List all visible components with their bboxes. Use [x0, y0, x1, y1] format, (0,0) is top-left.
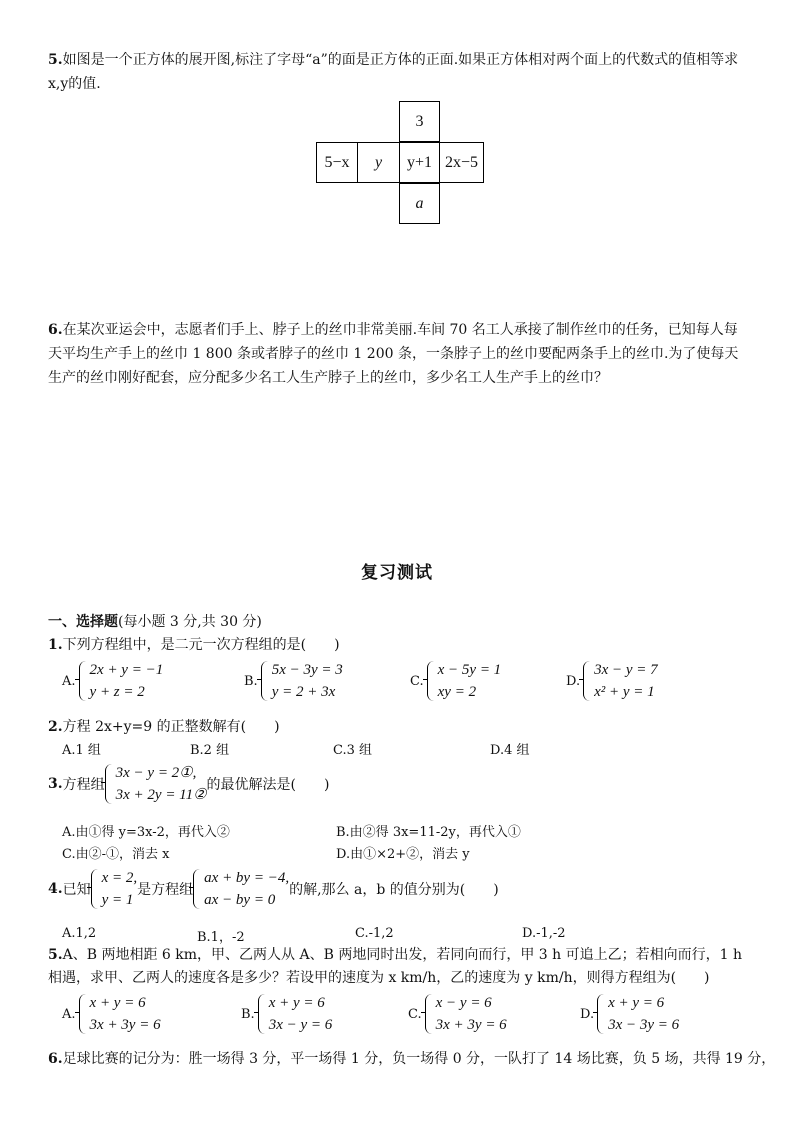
option-5d: D. x + y = 6 3x − 3y = 6	[580, 995, 680, 1033]
test-question-1	[48, 634, 340, 654]
option-4c: C.-1,2	[355, 926, 394, 941]
question-number: 4.	[48, 881, 63, 897]
option-1c: C. x − 5y = 1 xy = 2	[410, 662, 502, 700]
cube-face-left2: 5−x	[316, 142, 358, 183]
test-question-6	[48, 1048, 775, 1068]
question-number: 1.	[48, 637, 63, 653]
option-4d: D.-1,-2	[522, 926, 566, 941]
option-1a: A. 2x + y = −1 y + z = 2	[62, 662, 164, 700]
option-2b: B.2 组	[190, 743, 230, 758]
option-5c: C. x − y = 6 3x + 3y = 6	[408, 995, 507, 1033]
test-question-3: 3. 方程组 3x − y = 2①, 3x + 2y = 11② 的最优解法是( )	[48, 765, 330, 803]
option-3c: C.由②-①，消去 x	[62, 847, 170, 862]
question-number: 6.	[48, 1051, 63, 1067]
test-question-5	[48, 944, 748, 990]
option-2a: A.1 组	[62, 743, 101, 758]
question-number: 5.	[48, 947, 63, 963]
cube-face-top: 3	[399, 101, 440, 142]
cube-face-center: y+1	[399, 142, 440, 183]
test-question-2	[48, 716, 280, 736]
option-1b: B. 5x − 3y = 3 y = 2 + 3x	[244, 662, 343, 700]
question-text: 如图是一个正方体的展开图,标注了字母“a”的面是正方体的正面.如果正方体相对两个面上的代数式的值相等求x,y的值.	[48, 52, 739, 92]
question-text: 足球比赛的记分为：胜一场得 3 分，平一场得 1 分，负一场得 0 分，一队打了 14 场比赛，负 5 场，共得 19 分，	[62, 1051, 776, 1067]
test-question-4: 4. 已知 x = 2, y = 1 是方程组 ax + by = −4, ax − by = 0 的解,那么 a，b 的值分别为( )	[48, 870, 499, 908]
question-number: 2.	[48, 719, 63, 735]
option-3a: A.由①得 y=3x-2，再代入②	[62, 825, 230, 840]
cube-face-right: 2x−5	[439, 142, 484, 183]
cube-face-bottom: a	[399, 183, 440, 224]
question-text: A、B 两地相距 6 km，甲、乙两人从 A、B 两地同时出发，若同向而行，甲 3 h 可追上乙；若相向而行，1 h 相遇，求甲、乙两人的速度各是多少？若设甲的速度为 x km/h，乙的速度为 y km/h，则得方程组为( )	[48, 947, 742, 986]
question-number: 3.	[48, 776, 63, 792]
option-2d: D.4 组	[490, 743, 530, 758]
question-text: 下列方程组中，是二元一次方程组的是( )	[62, 637, 340, 653]
part-heading-note: (每小题 3 分,共 30 分)	[118, 614, 262, 630]
option-2c: C.3 组	[333, 743, 373, 758]
option-1d: D. 3x − y = 7 x² + y = 1	[566, 662, 658, 700]
option-3b: B.由②得 3x=11-2y，再代入①	[336, 825, 521, 840]
option-5b: B. x + y = 6 3x − y = 6	[241, 995, 333, 1033]
question-number: 6.	[48, 322, 63, 338]
section-title: 复习测试	[361, 563, 433, 583]
question-text: 在某次亚运会中，志愿者们手上、脖子上的丝巾非常美丽.车间 70 名工人承接了制作丝巾的任务，已知每人每天平均生产手上的丝巾 1 800 条或者脖子的丝巾 1 200 条，一条脖子上的丝巾要配两条手上的丝巾.为了使每天生产的丝巾刚好配套，应分配多少名工人生产脖子上的丝巾，多少名工人生产手上的丝巾？	[48, 322, 739, 386]
part-heading-title: 一、选择题	[48, 614, 118, 630]
option-5a: A. x + y = 6 3x + 3y = 6	[62, 995, 161, 1033]
question-number: 5.	[48, 52, 63, 68]
part-heading	[48, 611, 262, 631]
option-4b: B.1，-2	[197, 930, 245, 945]
question-5	[48, 48, 748, 96]
option-4a: A.1,2	[62, 926, 97, 941]
question-text: 方程 2x+y=9 的正整数解有( )	[62, 719, 280, 735]
question-6	[48, 318, 748, 390]
cube-face-left1: y	[357, 142, 400, 183]
option-3d: D.由①×2+②，消去 y	[336, 847, 470, 862]
